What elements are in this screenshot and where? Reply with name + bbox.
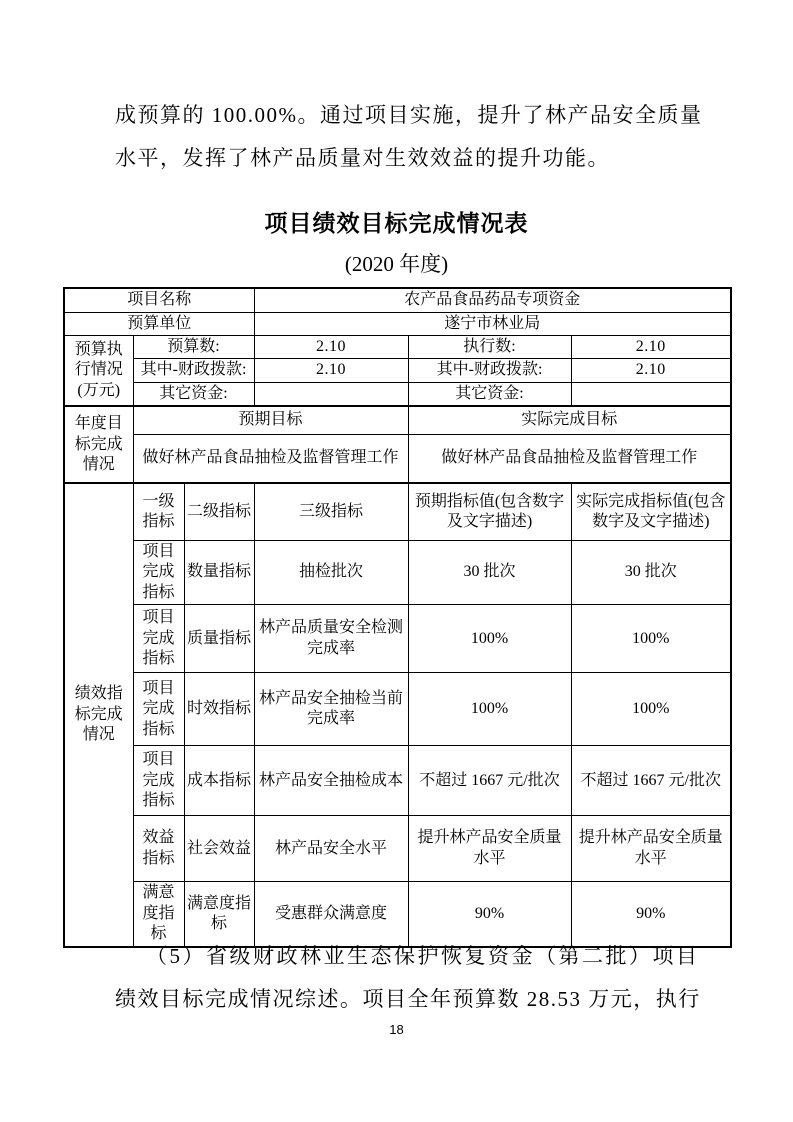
perf-header-level2: 二级指标 [184, 483, 254, 540]
bottom-paragraph [115, 941, 701, 1027]
perf-cell: 30 批次 [571, 540, 731, 604]
bottom-paragraph-line-1: （5）省级财政林业生态保护恢复资金（第二批）项目 [146, 944, 700, 968]
table-row [64, 483, 731, 540]
perf-cell: 90% [571, 882, 731, 947]
perf-cell: 100% [408, 605, 571, 673]
perf-header-level3: 三级指标 [254, 483, 408, 540]
perf-cell: 提升林产品安全质量水平 [408, 816, 571, 882]
top-paragraph-line-1: 成预算的 100.00%。通过项目实施，提升了林产品安全质量 [115, 103, 703, 127]
fiscal-alloc-label-right: 其中-财政拨款: [408, 359, 571, 382]
table-row [64, 540, 731, 604]
fiscal-alloc-label-left: 其中-财政拨款: [133, 359, 254, 382]
project-name-label: 项目名称 [64, 288, 254, 312]
perf-cell: 不超过 1667 元/批次 [571, 746, 731, 816]
perf-cell: 100% [408, 673, 571, 746]
fiscal-alloc-value-left: 2.10 [254, 359, 408, 382]
table-row [64, 312, 731, 335]
perf-cell: 满意度指标 [184, 882, 254, 947]
perf-cell: 90% [408, 882, 571, 947]
table-row [64, 382, 731, 406]
other-funds-value-left [254, 382, 408, 406]
fiscal-alloc-value-right: 2.10 [571, 359, 731, 382]
perf-cell: 项目完成指标 [133, 673, 184, 746]
table-row [64, 605, 731, 673]
actual-goal-header: 实际完成目标 [408, 406, 731, 434]
exec-number-value: 2.10 [571, 335, 731, 358]
perf-cell: 30 批次 [408, 540, 571, 604]
perf-cell: 抽检批次 [254, 540, 408, 604]
perf-cell: 社会效益 [184, 816, 254, 882]
perf-cell: 成本指标 [184, 746, 254, 816]
table-row [64, 359, 731, 382]
expected-goal-value: 做好林产品食品抽检及监督管理工作 [133, 434, 408, 483]
top-paragraph [115, 100, 703, 186]
perf-cell: 提升林产品安全质量水平 [571, 816, 731, 882]
perf-header-expected: 预期指标值(包含数字及文字描述) [408, 483, 571, 540]
perf-cell: 100% [571, 673, 731, 746]
actual-goal-value: 做好林产品食品抽检及监督管理工作 [408, 434, 731, 483]
perf-cell: 项目完成指标 [133, 605, 184, 673]
table-row [64, 288, 731, 312]
table-row [64, 882, 731, 947]
perf-cell: 项目完成指标 [133, 746, 184, 816]
perf-cell: 林产品安全水平 [254, 816, 408, 882]
perf-cell: 林产品安全抽检成本 [254, 746, 408, 816]
perf-cell: 满意度指标 [133, 882, 184, 947]
budget-number-label: 预算数: [133, 335, 254, 358]
perf-section-label: 绩效指标完成情况 [64, 483, 133, 946]
perf-cell: 林产品质量安全检测完成率 [254, 605, 408, 673]
budget-unit-label: 预算单位 [64, 312, 254, 335]
other-funds-label-right: 其它资金: [408, 382, 571, 406]
perf-cell: 100% [571, 605, 731, 673]
table-row [64, 746, 731, 816]
perf-cell: 时效指标 [184, 673, 254, 746]
expected-goal-header: 预期目标 [133, 406, 408, 434]
performance-table [63, 287, 732, 948]
perf-header-level1: 一级指标 [133, 483, 184, 540]
perf-cell: 林产品安全抽检当前完成率 [254, 673, 408, 746]
perf-cell: 受惠群众满意度 [254, 882, 408, 947]
budget-unit-value: 遂宁市林业局 [254, 312, 731, 335]
perf-cell: 数量指标 [184, 540, 254, 604]
budget-exec-section-label: 预算执行情况(万元) [64, 335, 133, 406]
table-row [64, 434, 731, 483]
exec-number-label: 执行数: [408, 335, 571, 358]
perf-header-actual: 实际完成指标值(包含数字及文字描述) [571, 483, 731, 540]
budget-number-value: 2.10 [254, 335, 408, 358]
bottom-paragraph-line-2: 绩效目标完成情况综述。项目全年预算数 28.53 万元，执行 [115, 987, 701, 1011]
page-number: 18 [389, 1022, 404, 1037]
other-funds-label-left: 其它资金: [133, 382, 254, 406]
perf-cell: 效益指标 [133, 816, 184, 882]
annual-goal-section-label: 年度目标完成情况 [64, 406, 133, 483]
top-paragraph-line-2: 水平，发挥了林产品质量对生效效益的提升功能。 [115, 146, 610, 170]
table-row [64, 406, 731, 434]
table-row [64, 673, 731, 746]
other-funds-value-right [571, 382, 731, 406]
table-row [64, 816, 731, 882]
table-title: 项目绩效目标完成情况表 [264, 211, 529, 236]
table-row [64, 335, 731, 358]
table-subtitle: (2020 年度) [344, 252, 449, 276]
perf-cell: 质量指标 [184, 605, 254, 673]
project-name-value: 农产品食品药品专项资金 [254, 288, 731, 312]
perf-cell: 不超过 1667 元/批次 [408, 746, 571, 816]
perf-cell: 项目完成指标 [133, 540, 184, 604]
